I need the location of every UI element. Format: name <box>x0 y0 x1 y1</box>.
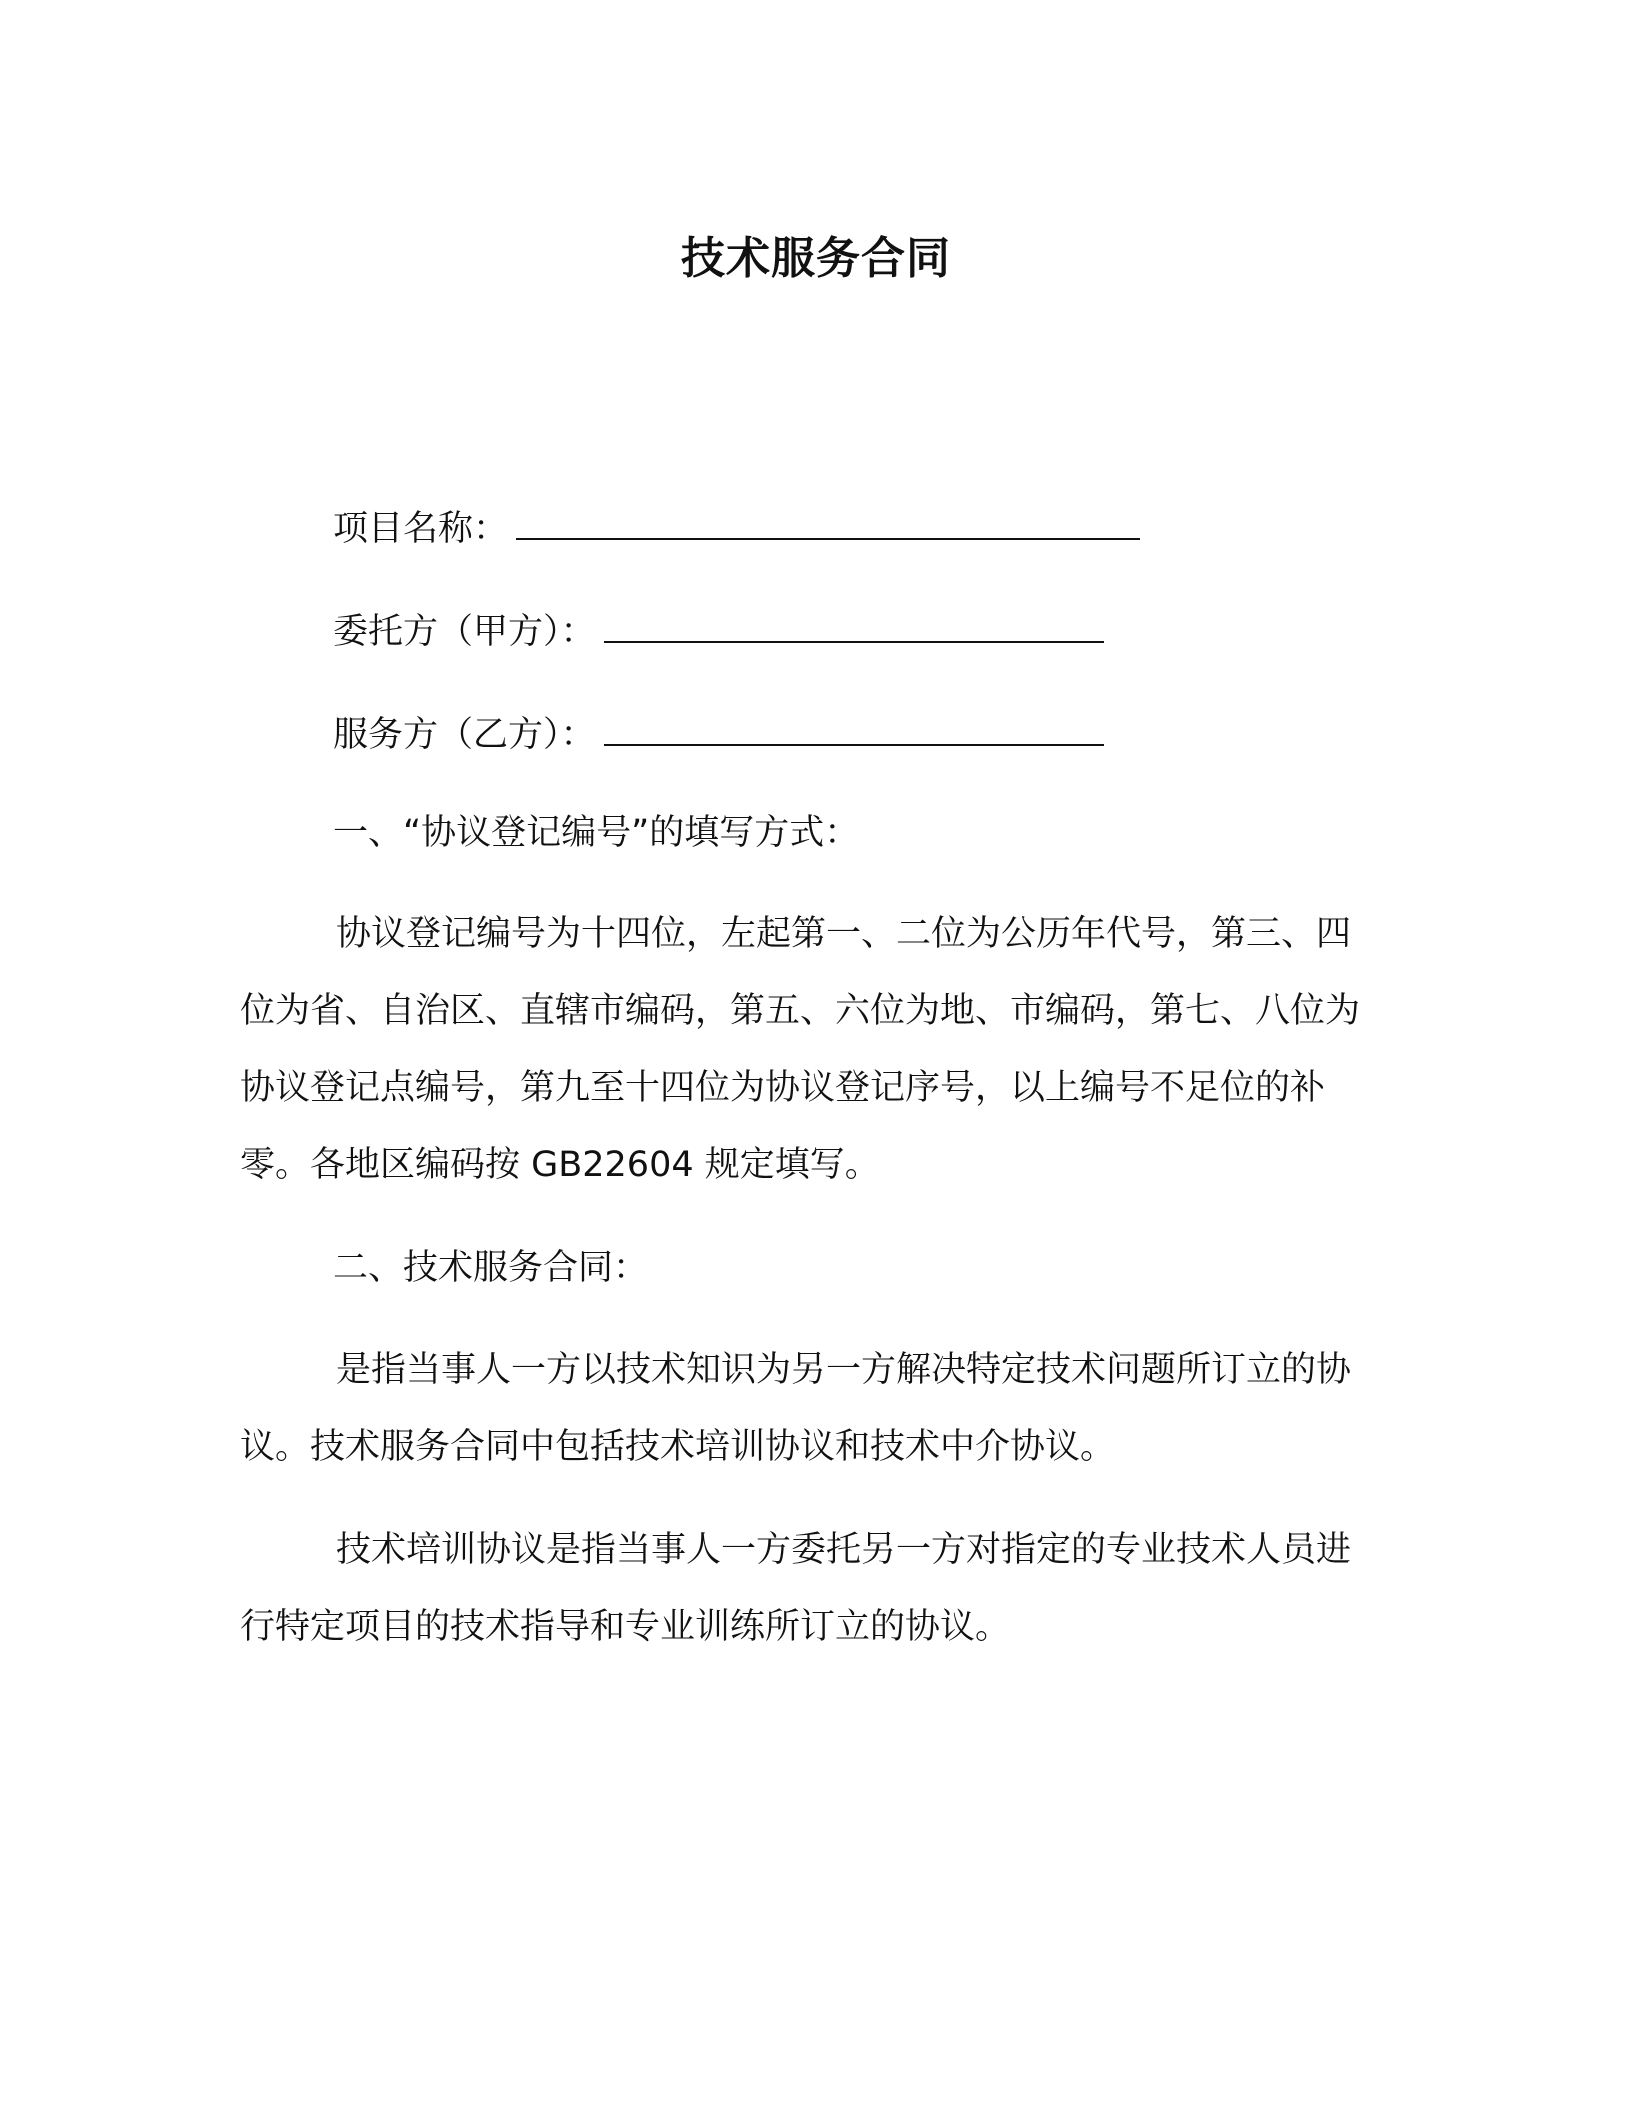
party-a-blank[interactable] <box>604 605 1104 643</box>
party-a-label: 委托方（甲方）： <box>333 612 596 652</box>
party-a-field <box>333 605 1104 657</box>
project-name-blank[interactable] <box>516 502 1140 540</box>
document-title: 技术服务合同 <box>681 233 951 284</box>
party-b-label: 服务方（乙方）： <box>333 715 596 755</box>
project-name-label: 项目名称： <box>333 509 509 549</box>
party-b-blank[interactable] <box>604 708 1104 746</box>
section2-body-2: 技术培训协议是指当事人一方委托另一方对指定的专业技术人员进行特定项目的技术指导和专业训练所订立的协议。 <box>240 1530 1352 1647</box>
project-name-field <box>333 502 1140 554</box>
section2-body-1: 是指当事人一方以技术知识为另一方解决特定技术问题所订立的协议。技术服务合同中包括技术培训协议和技术中介协议。 <box>240 1350 1352 1467</box>
section1-body: 协议登记编号为十四位，左起第一、二位为公历年代号，第三、四位为省、自治区、直辖市编码，第五、六位为地、市编码，第七、八位为协议登记点编号，第九至十四位为协议登记序号，以上编号不足位的补零。各地区编码按 GB22604 规定填写。 <box>240 914 1361 1185</box>
section2-heading: 二、技术服务合同： <box>333 1248 649 1288</box>
section1-heading: 一、“协议登记编号”的填写方式： <box>333 813 860 853</box>
party-b-field <box>333 708 1104 760</box>
